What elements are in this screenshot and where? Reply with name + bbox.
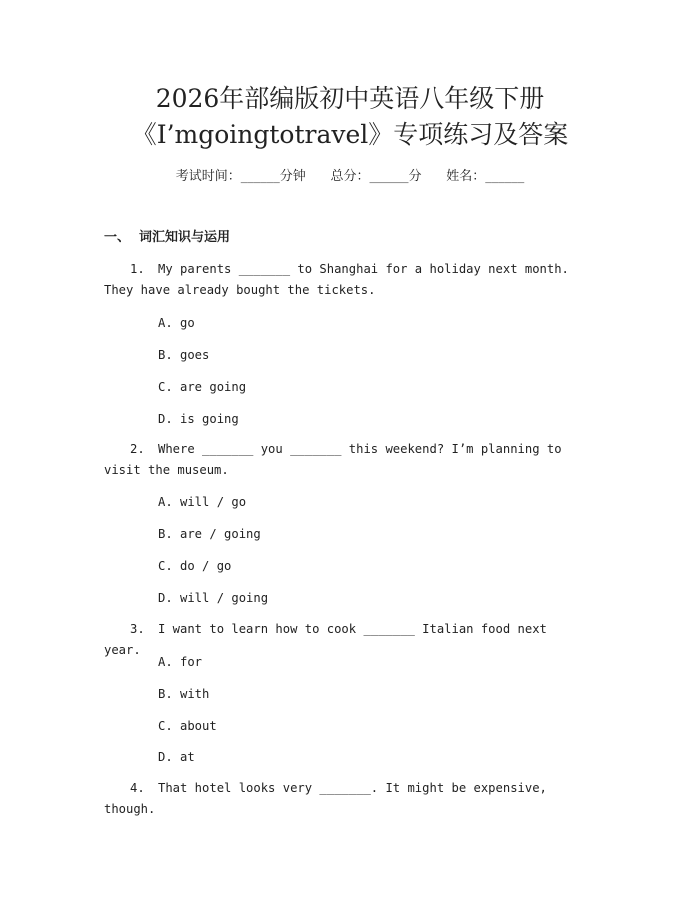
option-1c[interactable]: C. are going [158, 380, 247, 394]
question-text: My parents _______ to Shanghai for a holiday next month. They have already bought the tickets. [104, 262, 569, 297]
option-3d[interactable]: D. at [158, 750, 195, 764]
question-text: Where _______ you _______ this weekend? I’m planning to visit the museum. [104, 442, 562, 477]
option-2a[interactable]: A. will / go [158, 495, 247, 509]
question-number: 1. [130, 262, 145, 276]
option-1a[interactable]: A. go [158, 316, 195, 330]
option-2b[interactable]: B. are / going [158, 527, 261, 541]
question-number: 3. [130, 622, 145, 636]
option-3a[interactable]: A. for [158, 655, 203, 669]
exam-info: 考试时间：______分钟 总分：______分 姓名：______ [175, 169, 525, 184]
question-text: That hotel looks very _______. It might be expensive, though. [104, 781, 547, 816]
section-heading: 一、 词汇知识与运用 [104, 230, 231, 245]
option-1b[interactable]: B. goes [158, 348, 210, 362]
question-number: 4. [130, 781, 145, 795]
question-number: 2. [130, 442, 145, 456]
question-1 [104, 259, 580, 301]
doc-title-line2: 《I’mgoingtotravel》专项练习及答案 [131, 120, 569, 149]
question-text: I want to learn how to cook _______ Italian food next year. [104, 622, 547, 657]
option-2c[interactable]: C. do / go [158, 559, 232, 573]
option-2d[interactable]: D. will / going [158, 591, 269, 605]
doc-title-line1: 2026年部编版初中英语八年级下册 [155, 84, 545, 113]
option-1d[interactable]: D. is going [158, 412, 239, 426]
option-3c[interactable]: C. about [158, 719, 217, 733]
question-4 [104, 778, 580, 820]
question-2 [104, 439, 580, 481]
option-3b[interactable]: B. with [158, 687, 210, 701]
